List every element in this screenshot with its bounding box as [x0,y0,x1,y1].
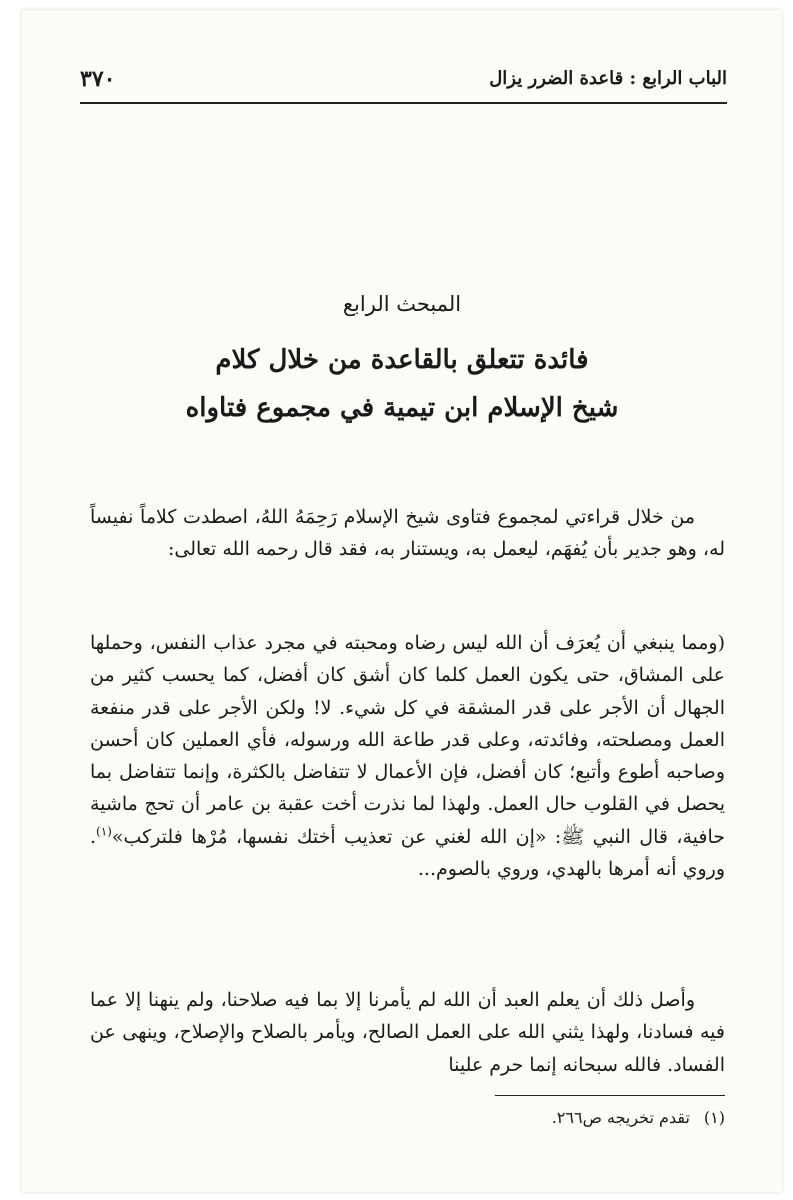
subsection-heading: المبحث الرابع [342,292,462,316]
intro-paragraph: من خلال قراءتي لمجموع فتاوى شيخ الإسلام رَحِمَهُ اللهُ، اصطدت كلاماً نفيساً له، وهو جدير بأن يُفهَم، ليعمل به، ويستنار به، فقد قال رحمه الله تعالى: [90,506,725,561]
section-title-line-2: شيخ الإسلام ابن تيمية في مجموع فتاواه [185,393,619,423]
footnote-separator [495,1095,725,1096]
book-page [22,10,782,1192]
footnote-text: تقدم تخريجه ص٢٦٦. [551,1108,690,1127]
section-title [62,336,742,432]
quote-text: (ومما ينبغي أن يُعرَف أن الله ليس رضاه ومحبته في مجرد عذاب النفس، وحملها على المشاق، حتى يكون العمل كلما كان أشق كان أفضل، كما يحسب كثير من الجهال أن الأجر على قدر المشقة في كل شيء. لا! ولكن الأجر على قدر منفعة العمل ومصلحته، وفائدته، وعلى قدر طاعة الله ورسوله، فأي العملين كان أحسن وصاحبه أطوع وأتبع؛ كان أفضل، فإن الأعمال لا تتفاضل بالكثرة، وإنما تتفاضل بما يحصل في القلوب حال العمل. ولهذا لما نذرت أخت عقبة بن عامر أن تحج ماشية حافية، قال النبي ﷺ: «إن الله لغني عن تعذيب أختك نفسها، مُرْها فلتركب» [90,632,725,848]
quote-tail: . وروي أنه أمرها بالهدي، وروي بالصوم... [90,825,725,881]
footnote [552,1108,725,1127]
page-header [80,62,727,104]
section-title-line-1: فائدة تتعلق بالقاعدة من خلال كلام [215,345,589,375]
quoted-passage [90,627,725,885]
footnote-reference: (١) [96,824,112,839]
running-title: الباب الرابع : قاعدة الضرر يزال [489,68,727,89]
page-number: ٣٧٠ [80,66,116,92]
footnote-mark: (١) [703,1108,725,1127]
closing-paragraph: وأصل ذلك أن يعلم العبد أن الله لم يأمرنا إلا بما فيه صلاحنا، ولم ينهنا إلا عما فيه فسادنا، ولهذا يثني الله على العمل الصالح، ويأمر بالصلاح والإصلاح، وينهى عن الفساد. فالله سبحانه إنما حرم علينا [90,989,725,1076]
